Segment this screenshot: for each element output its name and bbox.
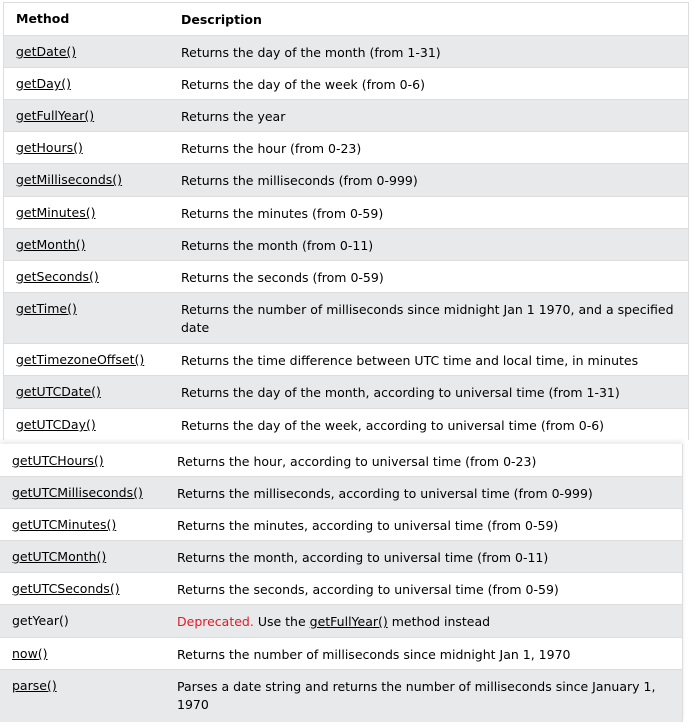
table-row xyxy=(0,444,682,477)
table-row xyxy=(4,229,688,261)
method-link-getDay[interactable]: getDay() xyxy=(16,76,71,91)
table-row xyxy=(0,477,682,509)
method-description: Returns the number of milliseconds since midnight Jan 1, 1970 xyxy=(177,647,571,662)
method-link-getMilliseconds[interactable]: getMilliseconds() xyxy=(16,172,123,187)
method-description: Returns the minutes, according to universal time (from 0-59) xyxy=(177,518,559,533)
method-description: Returns the month (from 0-11) xyxy=(181,238,374,253)
method-description: Returns the milliseconds (from 0-999) xyxy=(181,173,418,188)
method-link-getMonth[interactable]: getMonth() xyxy=(16,237,86,252)
method-link-getFullYear[interactable]: getFullYear() xyxy=(16,108,95,123)
header-method: Method xyxy=(16,11,70,26)
description-text: method instead xyxy=(387,614,491,629)
method-description: Returns the seconds (from 0-59) xyxy=(181,270,384,285)
method-link-getUTCMilliseconds[interactable]: getUTCMilliseconds() xyxy=(12,485,143,500)
method-description: Returns the minutes (from 0-59) xyxy=(181,206,384,221)
method-link-getUTCHours[interactable]: getUTCHours() xyxy=(12,453,104,468)
method-link-parse[interactable]: parse() xyxy=(12,678,57,693)
method-description: Returns the month, according to universal time (from 0-11) xyxy=(177,550,549,565)
method-link-getUTCSeconds[interactable]: getUTCSeconds() xyxy=(12,581,120,596)
method-description: Parses a date string and returns the number of milliseconds since January 1, 1970 xyxy=(177,679,656,712)
method-description: Returns the day of the month, according to universal time (from 1-31) xyxy=(181,385,620,400)
deprecated-label: Deprecated. xyxy=(177,614,254,629)
table-row xyxy=(4,164,688,197)
method-description: Returns the day of the week, according to universal time (from 0-6) xyxy=(181,418,605,433)
method-description: Returns the seconds, according to universal time (from 0-59) xyxy=(177,582,559,597)
method-description: Returns the day of the week (from 0-6) xyxy=(181,77,425,92)
method-link-getUTCDay[interactable]: getUTCDay() xyxy=(16,417,96,432)
method-description: Returns the time difference between UTC time and local time, in minutes xyxy=(181,353,639,368)
method-description: Returns the year xyxy=(181,109,286,124)
date-methods-table-top xyxy=(3,2,689,440)
table-row xyxy=(0,670,682,722)
method-link-getTimezoneOffset[interactable]: getTimezoneOffset() xyxy=(16,352,145,367)
table-row xyxy=(4,36,688,68)
inline-link-getFullYear[interactable]: getFullYear() xyxy=(309,614,388,629)
method-description: Returns the day of the month (from 1-31) xyxy=(181,45,441,60)
method-link-getHours[interactable]: getHours() xyxy=(16,140,83,155)
method-link-getMinutes[interactable]: getMinutes() xyxy=(16,205,96,220)
table-row xyxy=(0,541,682,573)
method-link-now[interactable]: now() xyxy=(12,646,48,661)
method-link-getUTCMinutes[interactable]: getUTCMinutes() xyxy=(12,517,117,532)
method-description: Returns the hour, according to universal time (from 0-23) xyxy=(177,454,537,469)
table-row xyxy=(4,344,688,376)
method-link-getSeconds[interactable]: getSeconds() xyxy=(16,269,99,284)
table-row xyxy=(4,409,688,441)
table-header-row xyxy=(4,3,688,36)
table-row xyxy=(4,376,688,409)
method-link-getDate[interactable]: getDate() xyxy=(16,44,77,59)
method-link-getUTCMonth[interactable]: getUTCMonth() xyxy=(12,549,107,564)
table-row xyxy=(4,68,688,100)
table-row xyxy=(0,573,682,605)
method-description: Returns the hour (from 0-23) xyxy=(181,141,362,156)
table-row xyxy=(0,509,682,541)
method-link-getTime[interactable]: getTime() xyxy=(16,301,77,316)
table-row xyxy=(4,132,688,164)
table-row xyxy=(4,100,688,132)
table-row xyxy=(0,638,682,670)
table-row xyxy=(4,197,688,229)
header-description: Description xyxy=(181,12,262,27)
method-description xyxy=(165,605,682,631)
method-description: Returns the milliseconds, according to universal time (from 0-999) xyxy=(177,486,593,501)
date-methods-table-bottom xyxy=(0,444,683,722)
table-row xyxy=(4,293,688,344)
table-row xyxy=(0,605,682,638)
table-row xyxy=(4,261,688,293)
method-description: Returns the number of milliseconds since midnight Jan 1 1970, and a specified date xyxy=(181,302,674,335)
method-name-getYear: getYear() xyxy=(12,613,69,628)
method-link-getUTCDate[interactable]: getUTCDate() xyxy=(16,384,101,399)
description-text: Use the xyxy=(253,614,310,629)
